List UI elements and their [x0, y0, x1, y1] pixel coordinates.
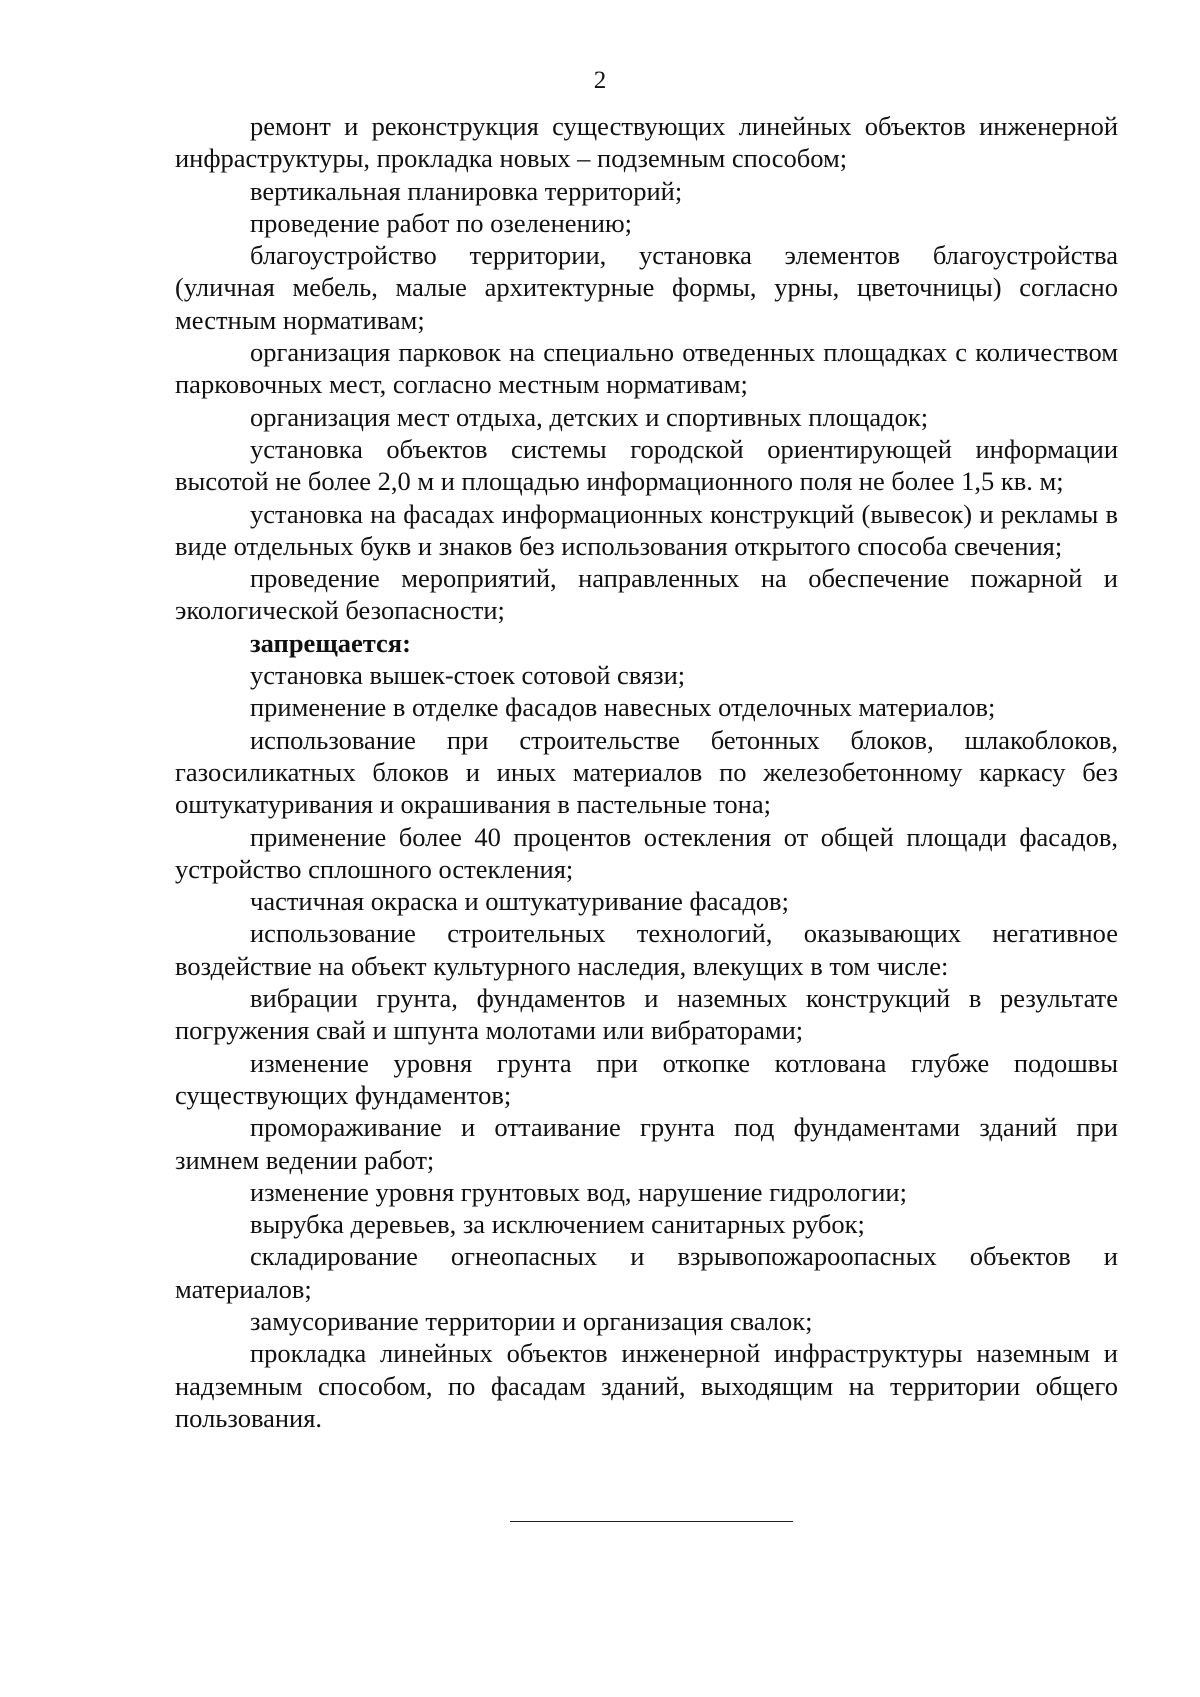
document-body [175, 110, 1118, 1434]
paragraph-hazardous-storage: складирование огнеопасных и взрывопожароопасных объектов и материалов; [175, 1241, 1118, 1304]
paragraph-partial-painting: частичная окраска и оштукатуривание фасадов; [250, 886, 789, 917]
paragraph-linear-infrastructure: прокладка линейных объектов инженерной инфраструктуры наземным и надземным способом, по фасадам зданий, выходящим на территории общего пользования. [175, 1338, 1118, 1433]
paragraph-repair-reconstruction: ремонт и реконструкция существующих линейных объектов инженерной инфраструктуры, прокладка новых – подземным способом; [175, 111, 1118, 174]
paragraph-hinged-finishes: применение в отделке фасадов навесных отделочных материалов; [250, 692, 996, 723]
paragraph-orientation-info: установка объектов системы городской ориентирующей информации высотой не более 2,0 м и площадью информационного поля не более 1,5 кв. м; [175, 433, 1118, 497]
paragraph-safety-measures: проведение мероприятий, направленных на обеспечение пожарной и экологической безопасности; [175, 563, 1118, 626]
paragraph-groundwater: изменение уровня грунтовых вод, нарушение гидрологии; [250, 1176, 907, 1207]
paragraph-vertical-planning: вертикальная планировка территорий; [250, 175, 683, 206]
paragraph-ground-freezing: промораживание и оттаивание грунта под фундаментами зданий при зимнем ведении работ; [175, 1112, 1118, 1175]
paragraph-improvement: благоустройство территории, установка элементов благоустройства (уличная мебель, малые архитектурные формы, урны, цветочницы) согласно местным нормативам; [175, 240, 1118, 335]
paragraph-block-materials: использование при строительстве бетонных блоков, шлакоблоков, газосиликатных блоков и иных материалов по железобетонному каркасу без оштукатуривания и окрашивания в пастельные тона; [175, 724, 1118, 820]
paragraph-landscaping: проведение работ по озеленению; [250, 207, 633, 238]
closing-divider [510, 1521, 793, 1522]
paragraph-cell-towers: установка вышек-стоек сотовой связи; [250, 660, 686, 691]
page-number: 2 [593, 67, 607, 94]
prohibited-heading: запрещается: [250, 627, 411, 658]
paragraph-construction-technologies: использование строительных технологий, оказывающих негативное воздействие на объект культурного наследия, влекущих в том числе: [175, 918, 1118, 981]
paragraph-ground-vibration: вибрации грунта, фундаментов и наземных конструкций в результате погружения свай и шпунта молотами или вибраторами; [175, 983, 1118, 1046]
paragraph-facade-signage: установка на фасадах информационных конструкций (вывесок) и рекламы в виде отдельных букв и знаков без использования открытого способа свечения; [175, 498, 1118, 561]
paragraph-tree-cutting: вырубка деревьев, за исключением санитарных рубок; [250, 1209, 865, 1240]
paragraph-parking: организация парковок на специально отведенных площадках с количеством парковочных мест, согласно местным нормативам; [175, 337, 1118, 400]
paragraph-ground-level: изменение уровня грунта при откопке котлована глубже подошвы существующих фундаментов; [175, 1047, 1118, 1110]
paragraph-recreation-areas: организация мест отдыха, детских и спортивных площадок; [250, 401, 929, 432]
paragraph-littering: замусоривание территории и организация свалок; [250, 1305, 813, 1336]
paragraph-glazing: применение более 40 процентов остекления от общей площади фасадов, устройство сплошного остекления; [175, 821, 1118, 884]
